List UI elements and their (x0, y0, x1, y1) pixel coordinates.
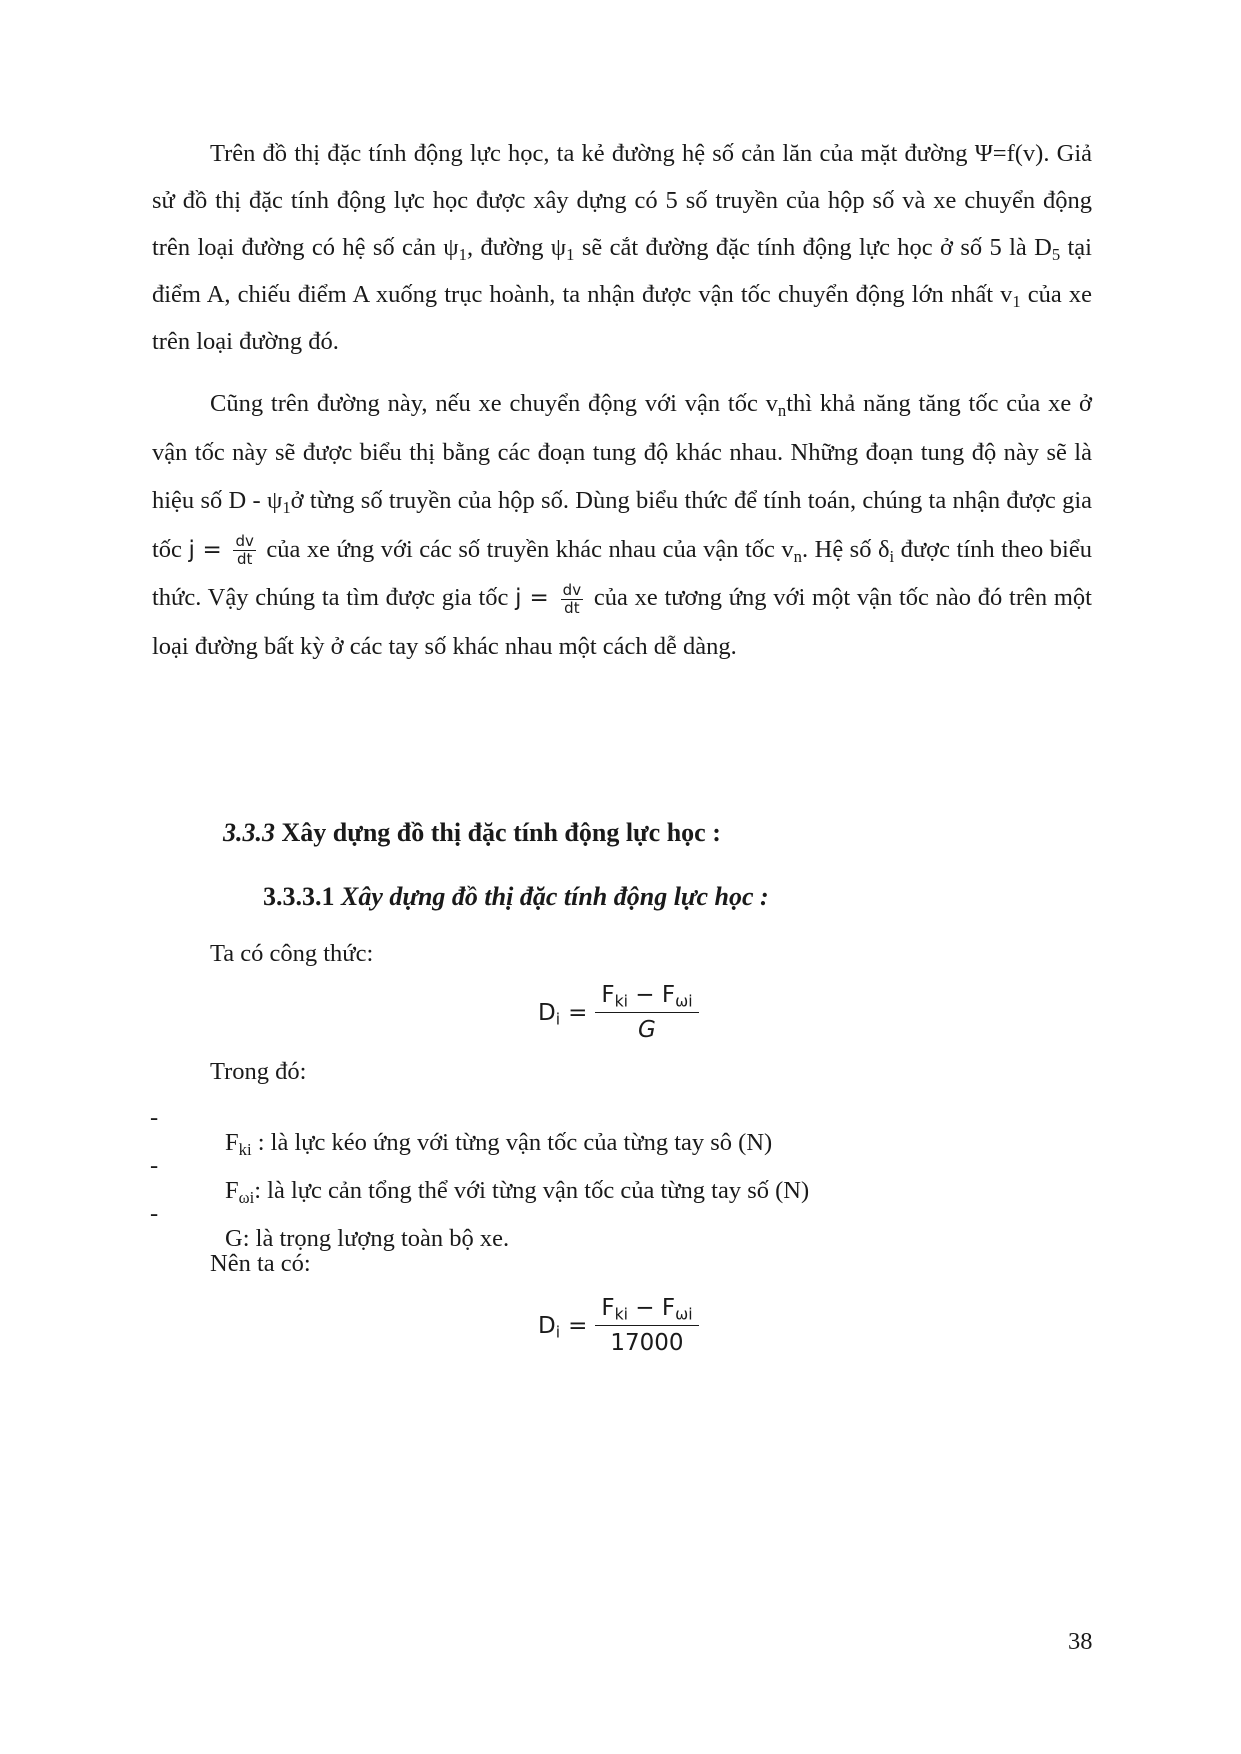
formula-denominator: 17000 (610, 1330, 684, 1356)
subscript: 1 (282, 497, 291, 517)
text-run: sẽ cắt đường đặc tính động lực học ở số 5 là D (574, 234, 1052, 261)
equals-sign: = (568, 999, 588, 1026)
formula-numerator: $F_{ki} - F_{\omega i}$ (595, 1295, 698, 1326)
bullet-dash: - (150, 1200, 159, 1227)
fraction-numerator: dv (235, 532, 254, 551)
section-heading (223, 818, 721, 848)
bullet-dash: - (150, 1104, 159, 1131)
where-label: Trong đó: (210, 1058, 307, 1085)
text-run: . Hệ số δ (802, 535, 890, 563)
fraction-dv-dt (561, 582, 583, 618)
subsection-title: Xây dựng đồ thị đặc tính động lực học : (334, 882, 769, 911)
section-title: Xây dựng đồ thị đặc tính động lực học : (275, 818, 721, 847)
subscript: 5 (1051, 244, 1061, 264)
text-run: của xe trên loại đường đó. (152, 281, 1092, 355)
text-run: Trên đồ thị đặc tính động lực học, ta kẻ đường hệ số cản lăn của mặt đường Ψ=f(v). Giả sử đồ thị đặc tính động lực học được xây dựng có 5 số truyền của hộp số và xe chuyển động trên loại đường có hệ số cản ψ (152, 140, 1092, 261)
text-run: tại điểm A, chiếu điểm A xuống trục hoành, ta nhận được vận tốc chuyển động lớn nhất v (152, 234, 1092, 308)
definition-g: G: là trọng lượng toàn bộ xe. (225, 1224, 510, 1252)
equals-sign: = (568, 1312, 588, 1339)
formula-denominator: G (638, 1017, 656, 1043)
text-run: được tính theo biểu thức. Vậy chúng ta tìm được gia tốc (152, 535, 1092, 611)
formula-di-general (538, 982, 699, 1043)
math-j: j = (188, 536, 230, 563)
bullet-dash: - (150, 1152, 159, 1179)
subsection-heading (263, 882, 769, 912)
text-run: , đường ψ (466, 234, 567, 261)
formula2-intro: Nên ta có: (210, 1250, 311, 1277)
definition-fki: $F_{ki}$ : là lực kéo ứng với từng vận tốc của từng tay sô (N) (225, 1128, 773, 1159)
text-run: Cũng trên đường này, nếu xe chuyển động với vận tốc v (210, 390, 778, 417)
text-run: thì khả năng tăng tốc của xe ở vận tốc này sẽ được biểu thị bằng các đoạn tung độ khác nhau. Những đoạn tung độ này sẽ là hiệu số D - ψ (152, 390, 1092, 514)
formula-lhs: $D_i$ (538, 1312, 561, 1342)
section-number: 3.3.3 (223, 818, 275, 847)
formula-lhs: $D_i$ (538, 999, 561, 1029)
subscript: n (793, 546, 802, 566)
text-run: của xe ứng với các số truyền khác nhau của vận tốc v (259, 535, 794, 563)
subscript: i (889, 546, 895, 566)
fraction-numerator: dv (562, 580, 582, 599)
fraction-denominator: dt (564, 598, 580, 617)
math-j: j = (515, 585, 557, 611)
text-run: ở từng số truyền của hộp số. Dùng biểu thức để tính toán, chúng ta nhận được gia tốc (152, 487, 1093, 563)
subscript: n (777, 400, 787, 420)
formula-di-numeric (538, 1295, 699, 1356)
formula-intro: Ta có công thức: (210, 940, 374, 967)
subscript: 1 (458, 244, 467, 264)
fraction-denominator: dt (236, 550, 253, 569)
subsection-number: 3.3.3.1 (263, 882, 335, 911)
subscript: 1 (1012, 291, 1021, 311)
subscript: 1 (566, 244, 575, 264)
text-run: của xe tương ứng với một vận tốc nào đó trên một loại đường bất kỳ ở các tay số khác nhau một cách dễ dàng. (152, 584, 1092, 660)
formula-numerator: $F_{ki} - F_{\omega i}$ (595, 982, 698, 1013)
page-number: 38 (1068, 1628, 1093, 1655)
paragraph-dynamic-chart-intro (152, 130, 1092, 365)
definition-fwi: $F_{\omega i}$: là lực cản tổng thể với từng vận tốc của từng tay số (N) (225, 1176, 810, 1207)
fraction-dv-dt (233, 533, 255, 569)
formula-fraction (595, 1295, 698, 1356)
paragraph-acceleration (152, 380, 1092, 671)
formula-fraction (595, 982, 698, 1043)
